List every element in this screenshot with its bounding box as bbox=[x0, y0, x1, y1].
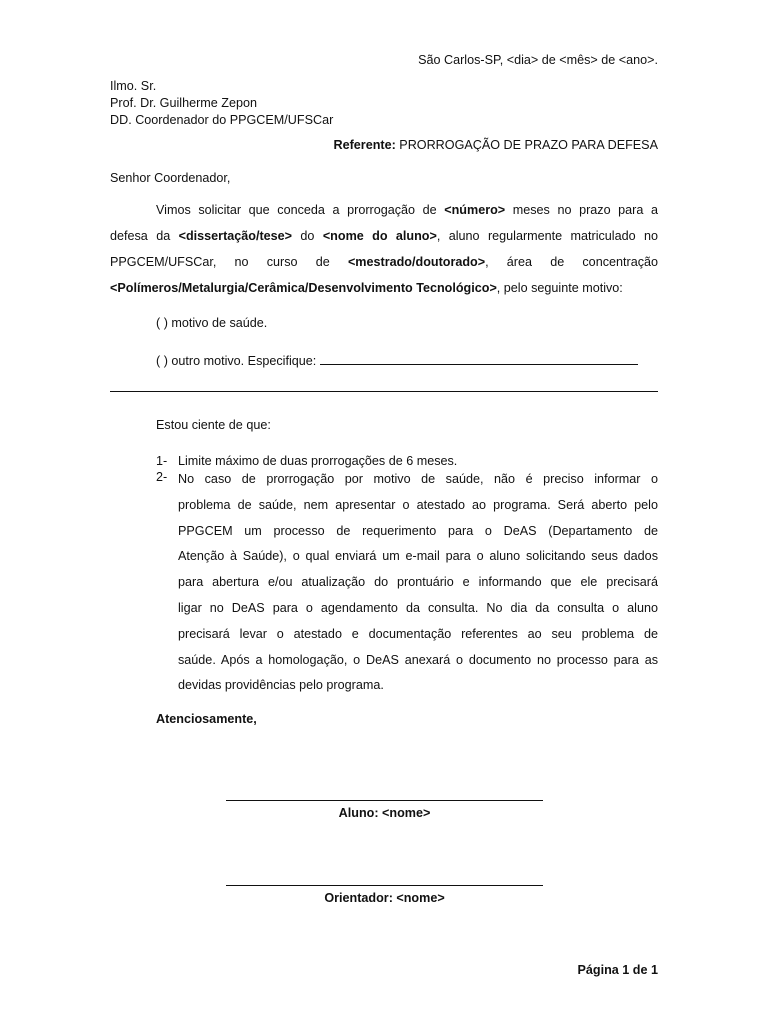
list-number: 2- bbox=[156, 470, 168, 484]
placeholder-area: <Polímeros/Metalurgia/Cerâmica/Desenvolvimento Tecnológico> bbox=[110, 281, 497, 295]
paragraph-line: defesa da <dissertação/tese> do <nome do aluno>, aluno regularmente matriculado no bbox=[110, 229, 659, 243]
paragraph-line: <Polímeros/Metalurgia/Cerâmica/Desenvolvimento Tecnológico>, pelo seguinte motivo: bbox=[110, 281, 623, 295]
advisor-signature-label: Orientador: <nome> bbox=[324, 891, 445, 905]
other-reason-continuation-line[interactable] bbox=[110, 391, 658, 392]
placeholder-number: <número> bbox=[444, 203, 506, 217]
list-item-text: Limite máximo de duas prorrogações de 6 meses. bbox=[178, 454, 458, 468]
option-health-label: ( ) motivo de saúde. bbox=[156, 316, 268, 330]
list-item-line: devidas providências pelo programa. bbox=[178, 678, 384, 693]
list-item-line: precisará levar o atestado e documentação referentes ao seu problema de bbox=[178, 626, 658, 641]
conditions-list bbox=[156, 452, 658, 702]
closing: Atenciosamente, bbox=[156, 712, 257, 726]
list-item bbox=[156, 452, 658, 470]
list-item-line: problema de saúde, nem apresentar o atestado ao programa. Será aberto pelo bbox=[178, 497, 658, 512]
placeholder-course: <mestrado/doutorado> bbox=[347, 255, 486, 269]
recipient-block bbox=[110, 78, 333, 129]
salutation: Senhor Coordenador, bbox=[110, 171, 231, 185]
subject-text: PRORROGAÇÃO DE PRAZO PARA DEFESA bbox=[399, 138, 658, 152]
list-item-line: No caso de prorrogação por motivo de saúde, não é preciso informar o bbox=[178, 472, 658, 486]
recipient-title: Ilmo. Sr. bbox=[110, 79, 157, 93]
list-item-line: ligar no DeAS para o agendamento da consulta. No dia da consulta o aluno bbox=[178, 600, 658, 615]
list-item-line: saúde. Após a homologação, o DeAS anexará o documento no processo para as bbox=[178, 652, 658, 667]
awareness-heading: Estou ciente de que: bbox=[156, 418, 271, 432]
subject-line bbox=[110, 138, 658, 152]
recipient-role: DD. Coordenador do PPGCEM/UFSCar bbox=[110, 113, 334, 127]
advisor-signature-line[interactable] bbox=[226, 885, 543, 886]
option-health[interactable] bbox=[156, 316, 267, 330]
option-other[interactable] bbox=[156, 352, 638, 368]
student-signature-label: Aluno: <nome> bbox=[338, 806, 431, 820]
placeholder-work-type: <dissertação/tese> bbox=[178, 229, 293, 243]
paragraph-line: Vimos solicitar que conceda a prorrogação de <número> meses no prazo para a bbox=[156, 203, 658, 217]
request-paragraph bbox=[110, 197, 658, 301]
list-item-line: PPGCEM um processo de requerimento para o DeAS (Departamento de bbox=[178, 523, 658, 538]
date-line bbox=[110, 53, 658, 67]
other-reason-field[interactable] bbox=[320, 352, 638, 365]
list-item bbox=[156, 470, 658, 702]
paragraph-line: PPGCEM/UFSCar, no curso de <mestrado/doutorado>, área de concentração bbox=[110, 255, 659, 269]
list-item-line: para abertura e/ou atualização do prontuário e informando que ele precisará bbox=[178, 575, 658, 590]
recipient-name: Prof. Dr. Guilherme Zepon bbox=[110, 96, 257, 110]
student-signature-line[interactable] bbox=[226, 800, 543, 801]
option-other-label: ( ) outro motivo. Especifique: bbox=[156, 354, 320, 368]
date-text: São Carlos-SP, <dia> de <mês> de <ano>. bbox=[418, 53, 658, 67]
list-item-text bbox=[156, 470, 658, 702]
list-number: 1- bbox=[156, 454, 168, 468]
subject-label: Referente: bbox=[333, 138, 396, 152]
page-number: Página 1 de 1 bbox=[577, 963, 658, 977]
placeholder-student-name: <nome do aluno> bbox=[322, 229, 437, 243]
list-item-line: Atenção à Saúde), o qual enviará um e-mail para o aluno solicitando seus dados bbox=[178, 549, 658, 564]
